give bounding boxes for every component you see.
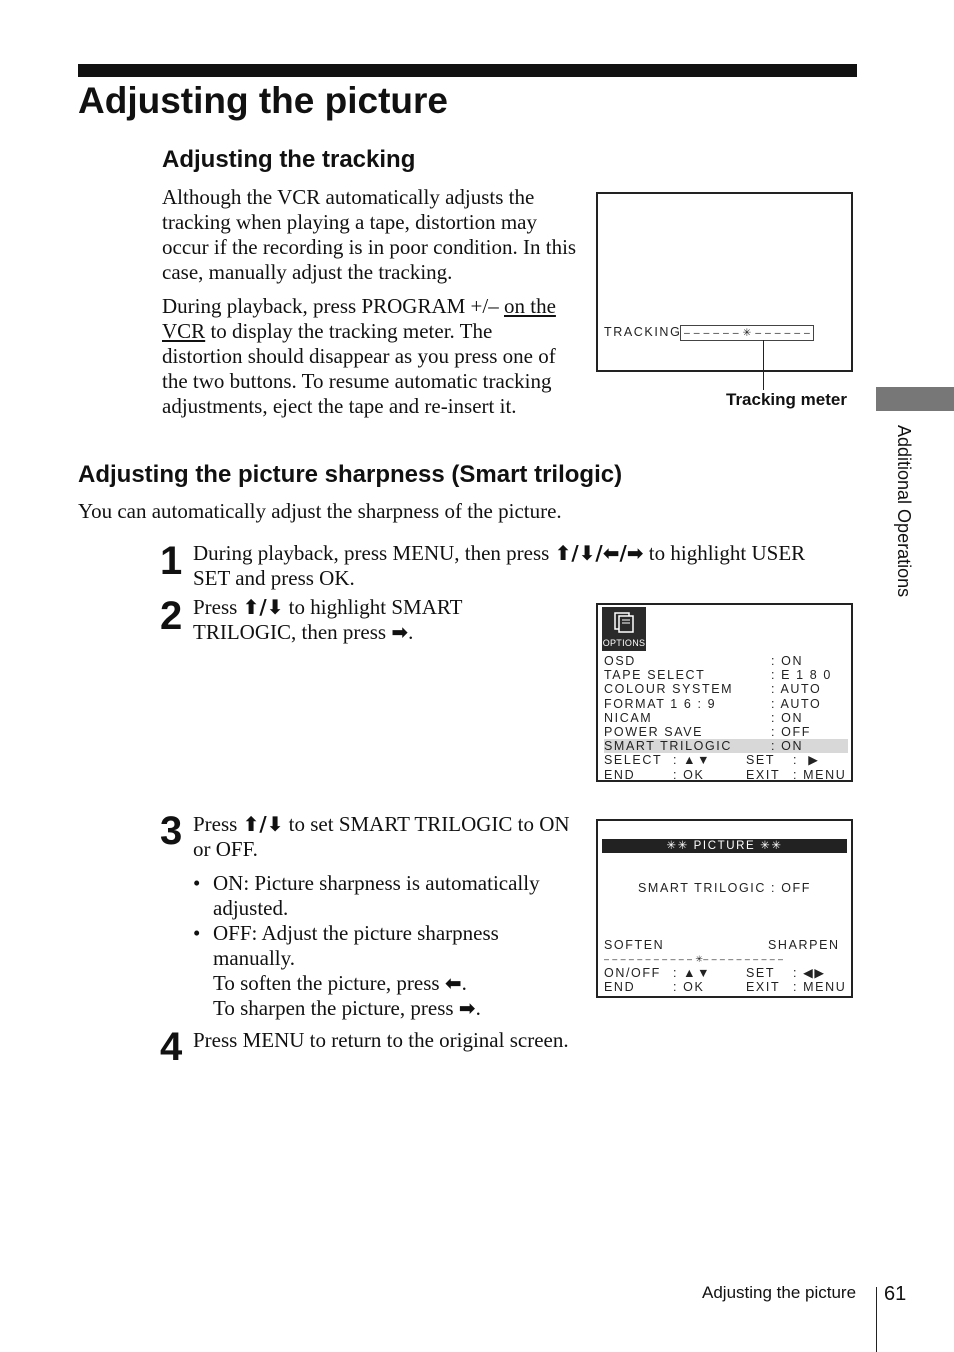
right-arrow-icon: ➡ — [391, 620, 409, 644]
row-label: SMART TRILOGIC — [604, 739, 732, 754]
step-3-pre: Press — [193, 812, 243, 836]
step-2-pre: Press — [193, 595, 243, 619]
sharpness-heading: Adjusting the picture sharpness (Smart trilogic) — [78, 461, 623, 488]
row-label: COLOUR SYSTEM — [604, 682, 734, 697]
section-tab-marker — [876, 387, 954, 411]
tracking-screen — [596, 192, 853, 372]
tracking-paragraph-2 — [162, 294, 577, 419]
document-icon — [611, 611, 637, 635]
tracking-label: TRACKING — [604, 325, 682, 339]
options-row — [604, 668, 848, 682]
tracking-para2-post: to display the tracking meter. The distortion should disappear as you press one of the two buttons. To resume automatic tracking adjustments, eject the tape and re-insert it. — [162, 319, 556, 418]
row-value: : ON — [771, 710, 804, 725]
step-1-post: to highlight USER SET and press OK. — [193, 541, 806, 590]
tracking-leader-line — [763, 340, 764, 390]
row-label: TAPE SELECT — [604, 668, 706, 683]
sharpen-dot: . — [475, 996, 481, 1020]
picture-header-bar: ✳✳ PICTURE ✳✳ — [602, 839, 847, 853]
smart-trilogic-status: SMART TRILOGIC : OFF — [638, 881, 811, 895]
nav-label: END — [604, 980, 636, 995]
options-logo-icon — [602, 607, 646, 651]
title-rule — [78, 64, 857, 77]
nav-value: : ◀▶ — [793, 966, 826, 980]
step-2-number: 2 — [160, 594, 183, 638]
step-1-number: 1 — [160, 539, 183, 583]
left-arrow-icon: ⬅ — [444, 971, 462, 995]
tracking-para2-pre: During playback, press PROGRAM +/– — [162, 294, 504, 318]
nav-label: EXIT — [746, 980, 781, 995]
soften-label: SOFTEN — [604, 938, 665, 952]
up-down-arrow-icon: ⬆/⬇ — [242, 812, 284, 836]
arrow-keys-icon: ⬆/⬇/⬅/➡ — [554, 541, 644, 565]
tracking-paragraph-1: Although the VCR automatically adjusts the tracking when playing a tape, distortion may occur if the recording is in poor condition. In this case, manually adjust the tracking. — [162, 185, 577, 284]
nav-label: SELECT — [604, 753, 663, 768]
options-row — [604, 725, 848, 739]
nav-label: ON/OFF — [604, 966, 661, 980]
bullet-on: ON: Picture sharpness is automatically adjusted. — [213, 871, 540, 920]
step-3-post: to set SMART TRILOGIC to ON or OFF. — [193, 812, 570, 861]
bullet-dot: • — [193, 921, 201, 945]
options-row — [604, 682, 848, 696]
options-row — [604, 711, 848, 725]
soften-instruction — [213, 971, 467, 996]
step-3-text — [193, 812, 573, 862]
tracking-meter: – – – – – – ✳ – – – – – – — [680, 325, 814, 341]
sharpen-instruction — [213, 996, 481, 1021]
sharpness-scale: – – – – – – – – – – – ✳– – – – – – – – – – — [604, 954, 784, 964]
step-2-post: to highlight SMART TRILOGIC, then press — [193, 595, 463, 644]
options-nav-row — [604, 753, 848, 767]
sharpness-intro: You can automatically adjust the sharpness of the picture. — [78, 499, 562, 523]
picture-nav-row — [604, 980, 848, 994]
nav-label: EXIT — [746, 767, 781, 782]
nav-value: : MENU — [793, 767, 847, 782]
right-arrow-icon: ➡ — [458, 996, 476, 1020]
step-1-pre: During playback, press MENU, then press — [193, 541, 555, 565]
row-value: : OFF — [771, 724, 811, 739]
step-4-number: 4 — [160, 1025, 183, 1069]
nav-label: SET — [746, 753, 776, 768]
options-row — [604, 654, 848, 668]
row-value: : AUTO — [771, 682, 822, 697]
picture-menu-screen — [596, 819, 853, 998]
step-2-end: . — [408, 620, 414, 644]
step-4-text: Press MENU to return to the original screen. — [193, 1028, 569, 1052]
footer-divider — [876, 1287, 877, 1352]
soften-text: To soften the picture, press — [213, 971, 445, 995]
row-label: POWER SAVE — [604, 724, 704, 739]
row-value: : ON — [771, 739, 804, 754]
row-value: : E 1 8 0 — [771, 668, 832, 683]
options-nav-row — [604, 768, 848, 782]
options-list — [604, 654, 848, 782]
nav-value: : ▶ — [793, 753, 820, 768]
options-menu-screen — [596, 603, 853, 782]
nav-value: : ▲▼ — [673, 753, 712, 768]
tracking-meter-caption: Tracking meter — [726, 390, 847, 409]
picture-nav — [604, 966, 848, 994]
nav-value: : MENU — [793, 980, 847, 995]
step-2-text — [193, 595, 513, 645]
footer-title: Adjusting the picture — [702, 1283, 857, 1302]
tracking-para2-link: on the VCR — [162, 294, 556, 343]
soften-dot: . — [461, 971, 467, 995]
page-number: 61 — [884, 1283, 907, 1305]
bullet-off: OFF: Adjust the picture sharpness manually. — [213, 921, 499, 970]
bullet-dot: • — [193, 871, 201, 895]
up-down-arrow-icon: ⬆/⬇ — [242, 595, 284, 619]
sharpen-text: To sharpen the picture, press — [213, 996, 459, 1020]
nav-label: SET — [746, 966, 776, 980]
step-1-text — [193, 541, 833, 591]
row-value: : ON — [771, 654, 804, 668]
page-title: Adjusting the picture — [78, 80, 448, 121]
row-label: NICAM — [604, 710, 653, 725]
nav-value: : ▲▼ — [673, 966, 712, 980]
options-row — [604, 697, 848, 711]
sharpen-label: SHARPEN — [768, 938, 840, 952]
step-3-number: 3 — [160, 809, 183, 853]
nav-label: END — [604, 767, 636, 782]
nav-value: : OK — [673, 767, 705, 782]
row-label: OSD — [604, 654, 636, 668]
options-row-highlighted — [604, 739, 848, 753]
row-label: FORMAT 1 6 : 9 — [604, 696, 717, 711]
options-logo-text: OPTIONS — [602, 638, 646, 648]
picture-nav-row — [604, 966, 848, 980]
tracking-heading: Adjusting the tracking — [162, 146, 416, 173]
nav-value: : OK — [673, 980, 705, 995]
row-value: : AUTO — [771, 696, 822, 711]
section-tab-label: Additional Operations — [894, 425, 914, 598]
